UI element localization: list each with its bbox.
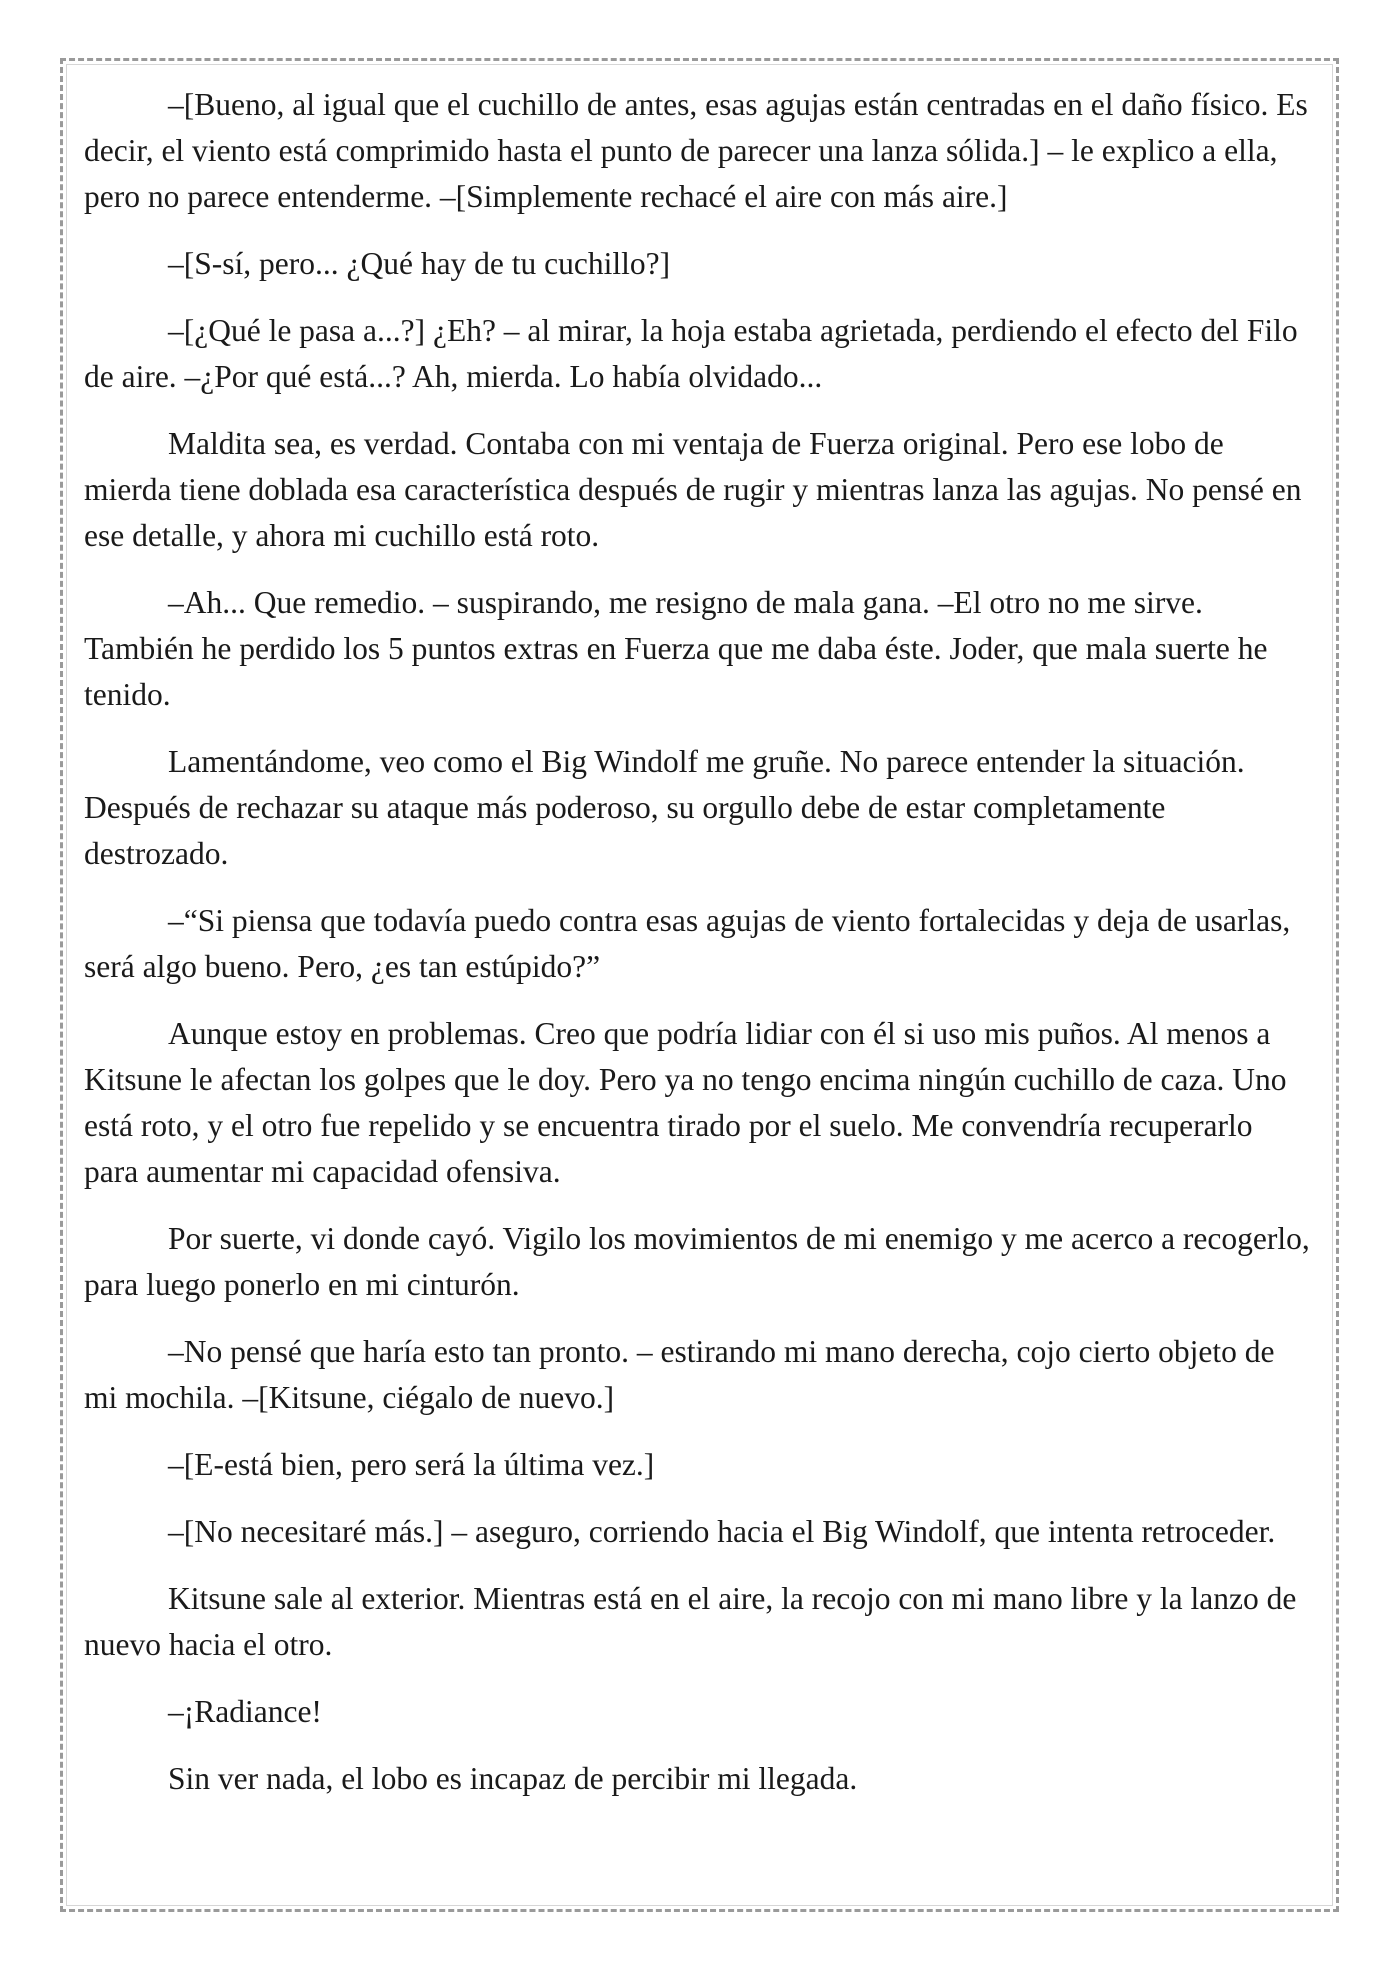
paragraph: –[No necesitaré más.] – aseguro, corriendo hacia el Big Windolf, que intenta retroceder. [168,1514,1276,1549]
paragraph: Maldita sea, es verdad. Contaba con mi ventaja de Fuerza original. Pero ese lobo de mierda tiene doblada esa característica después de rugir y mientras lanza las agujas. No pensé en ese detalle, y ahora mi cuchillo está roto. [84,426,1302,553]
paragraph: Por suerte, vi donde cayó. Vigilo los movimientos de mi enemigo y me acerco a recogerlo, para luego ponerlo en mi cinturón. [84,1221,1310,1302]
paragraph: –“Si piensa que todavía puedo contra esas agujas de viento fortalecidas y deja de usarlas, será algo bueno. Pero, ¿es tan estúpido?” [84,903,1291,984]
paragraph: –¡Radiance! [168,1694,322,1729]
paragraph: –[¿Qué le pasa a...?] ¿Eh? – al mirar, la hoja estaba agrietada, perdiendo el efecto del Filo de aire. –¿Por qué está...? Ah, mierda. Lo había olvidado... [84,313,1298,394]
paragraph: –No pensé que haría esto tan pronto. – estirando mi mano derecha, cojo cierto objeto de mi mochila. –[Kitsune, ciégalo de nuevo.] [84,1334,1275,1415]
paragraph: –[E-está bien, pero será la última vez.] [168,1447,655,1482]
paragraph: Sin ver nada, el lobo es incapaz de percibir mi llegada. [168,1761,858,1796]
paragraph: Lamentándome, veo como el Big Windolf me gruñe. No parece entender la situación. Después de rechazar su ataque más poderoso, su orgullo debe de estar completamente destrozado. [84,744,1245,871]
paragraph: –[S-sí, pero... ¿Qué hay de tu cuchillo?] [168,246,671,281]
paragraph: Kitsune sale al exterior. Mientras está en el aire, la recojo con mi mano libre y la lanzo de nuevo hacia el otro. [84,1581,1297,1662]
document-body [84,82,1310,1872]
paragraph: –Ah... Que remedio. – suspirando, me resigno de mala gana. –El otro no me sirve. También he perdido los 5 puntos extras en Fuerza que me daba éste. Joder, que mala suerte he tenido. [84,585,1268,712]
paragraph: Aunque estoy en problemas. Creo que podría lidiar con él si uso mis puños. Al menos a Kitsune le afectan los golpes que le doy. Pero ya no tengo encima ningún cuchillo de caza. Uno está roto, y el otro fue repelido y se encuentra tirado por el suelo. Me convendría recuperarlo para aumentar mi capacidad ofensiva. [84,1016,1287,1189]
paragraph: –[Bueno, al igual que el cuchillo de antes, esas agujas están centradas en el daño físico. Es decir, el viento está comprimido hasta el punto de parecer una lanza sólida.] – le explico a ella, pero no parece entenderme. –[Simplemente rechacé el aire con más aire.] [84,87,1308,214]
